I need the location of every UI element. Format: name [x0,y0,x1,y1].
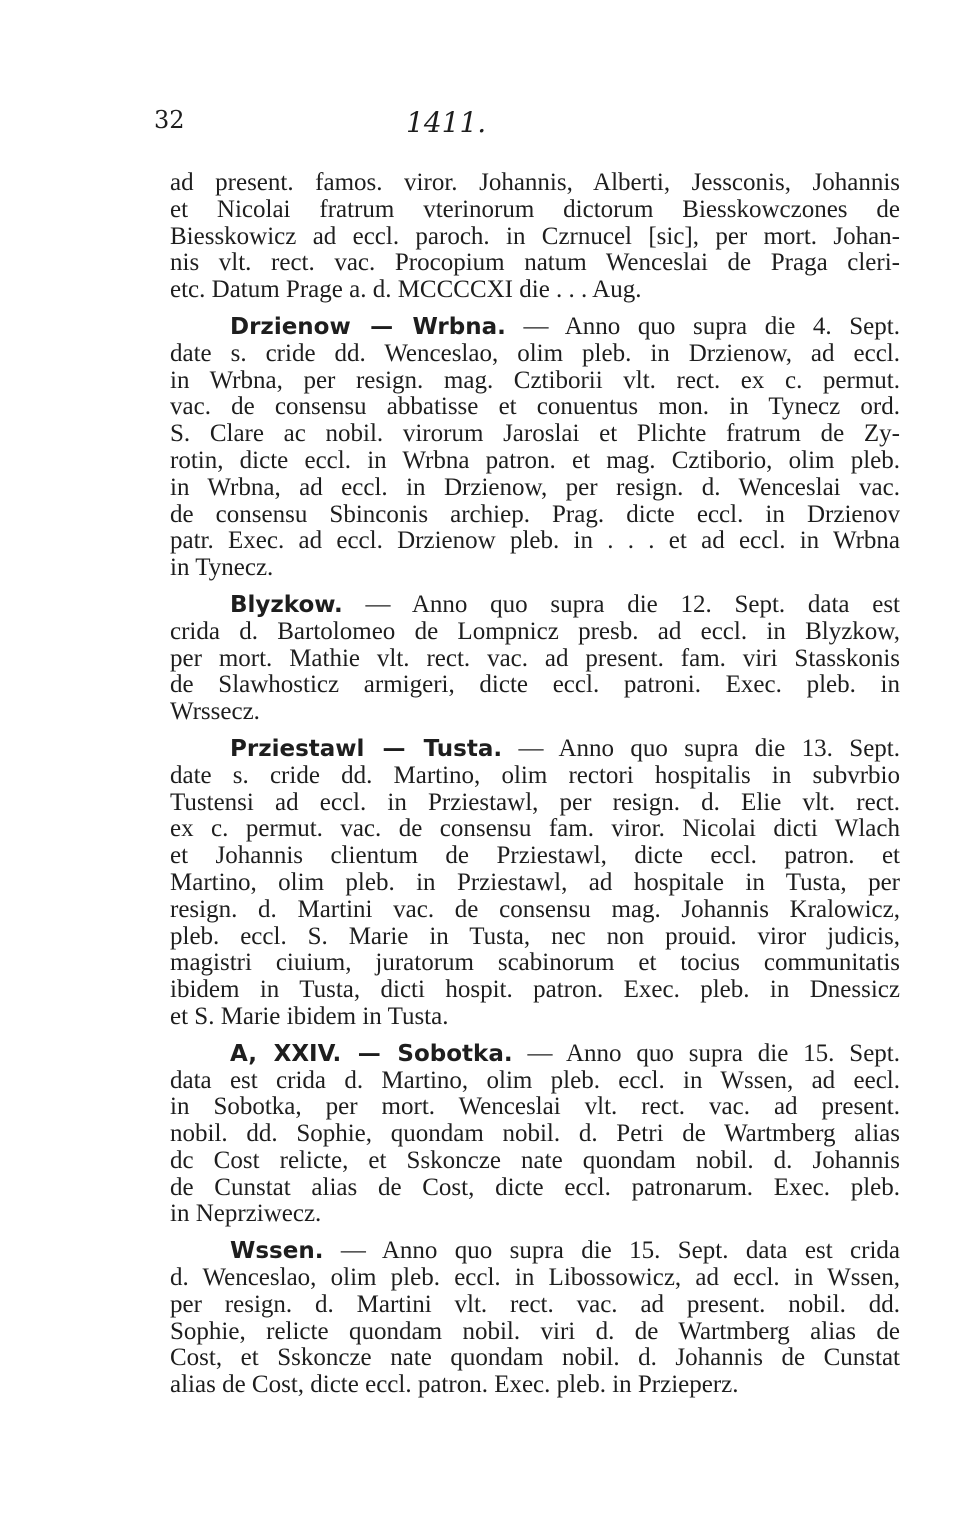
entry-heading-line [170,736,900,763]
text-line: et Nicolai fratrum vterinorum dictorum Biesskowczones de [170,195,900,223]
text-line: in Tynecz. [170,554,274,582]
entry-blyzkow [170,592,900,726]
text-line: S. Clare ac nobil. virorum Jaroslai et Plichte fratrum de Zy- [170,420,900,448]
text-line: ibidem in Tusta, dicti hospit. patron. Exec. pleb. in Dnessicz [170,976,900,1004]
text-line: vac. de consensu abbatisse et conuentus mon. in Tynecz ord. [170,393,900,421]
text-line: Sophie, relicte quondam nobil. viri d. de Wartmberg alias de [170,1317,900,1345]
text-line: d. Wenceslao, olim pleb. eccl. in Libossowicz, ad eccl. in Wssen, [170,1264,900,1292]
entry-first-line-text: — Anno quo supra die 4. Sept. [505,312,900,340]
text-line: et S. Marie ibidem in Tusta. [170,1002,449,1030]
text-line: Biesskowicz ad eccl. paroch. in Czrnucel [sic], per mort. Johan- [170,222,900,250]
entry-heading-line [170,314,900,341]
text-line: magistri ciuium, juratorum scabinorum et tocius communitatis [170,949,900,977]
text-line: Tustensi ad eccl. in Prziestawl, per resign. d. Elie vlt. rect. [170,788,900,816]
text-line: data est crida d. Martino, olim pleb. eccl. in Wssen, ad eecl. [170,1066,900,1094]
text-line: in Wrbna, ad eccl. in Drzienow, per resign. d. Wenceslai vac. [170,473,900,501]
text-line: Wrssecz. [170,698,260,726]
text-line: Martino, olim pleb. in Prziestawl, ad hospitale in Tusta, per [170,868,900,896]
text-line: patr. Exec. ad eccl. Drzienow pleb. in . . . et ad eccl. in Wrbna [170,527,900,555]
entry-drzienow-wrbna [170,314,900,582]
text-line: ad present. famos. viror. Johannis, Alberti, Jessconis, Johannis [170,169,900,196]
text-line: resign. d. Martini vac. de consensu mag. Johannis Kralowicz, [170,895,900,923]
text-line: et Johannis clientum de Prziestawl, dicte eccl. patron. et [170,842,900,870]
text-line: pleb. eccl. S. Marie in Tusta, nec non prouid. viror judicis, [170,922,900,950]
text-block [170,170,900,1399]
text-line: alias de Cost, dicte eccl. patron. Exec. pleb. in Przieperz. [170,1371,739,1399]
text-line: nobil. dd. Sophie, quondam nobil. d. Petri de Wartmberg alias [170,1120,900,1148]
entry-sobotka [170,1041,900,1229]
text-line: date s. cride dd. Martino, olim rectori hospitalis in subvrbio [170,761,900,789]
page-number: 32 [154,106,185,134]
running-year: 1411. [406,106,487,139]
text-line: in Wrbna, per resign. mag. Cztiborii vlt. rect. ex c. permut. [170,366,900,394]
text-line: rotin, dicte eccl. in Wrbna patron. et mag. Cztiborio, olim pleb. [170,446,900,474]
text-line: crida d. Bartolomeo de Lompnicz presb. ad eccl. in Blyzkow, [170,617,900,645]
text-line: in Sobotka, per mort. Wenceslai vlt. rect. vac. ad present. [170,1093,900,1121]
text-line: Cost, et Sskoncze nate quondam nobil. d. Johannis de Cunstat [170,1344,900,1372]
entry-heading-line [170,592,900,619]
text-line: per mort. Mathie vlt. rect. vac. ad present. fam. viri Stasskonis [170,644,900,672]
text-line: dc Cost relicte, et Sskoncze nate quondam nobil. d. Johannis [170,1146,900,1174]
entry-wssen [170,1238,900,1399]
entry-first-line-text: — Anno quo supra die 15. Sept. data est crida [323,1237,900,1265]
entry-first-line-text: — Anno quo supra die 15. Sept. [512,1039,900,1067]
entry-heading-line [170,1238,900,1265]
text-line: etc. Datum Prage a. d. MCCCCXI die . . . Aug. [170,276,642,304]
entry-name: Drzienow — Wrbna. [230,313,506,340]
text-line: in Neprziwecz. [170,1200,322,1228]
entry-first-line-text: — Anno quo supra die 13. Sept. [502,734,900,762]
entry-name: Wssen. [230,1238,324,1265]
text-line: ex c. permut. vac. de consensu fam. viror. Nicolai dicti Wlach [170,815,900,843]
entry-prziestawl-tusta [170,736,900,1031]
text-line: de Slawhosticz armigeri, dicte eccl. patroni. Exec. pleb. in [170,671,900,699]
text-line: de Cunstat alias de Cost, dicte eccl. patronarum. Exec. pleb. [170,1173,900,1201]
text-line: per resign. d. Martini vlt. rect. vac. ad present. nobil. dd. [170,1290,900,1318]
entry-name: Prziestawl — Tusta. [230,735,503,762]
running-header [154,106,894,146]
entry-name: A, XXIV. — Sobotka. [230,1040,513,1067]
text-line: de consensu Sbinconis archiep. Prag. dicte eccl. in Drzienov [170,500,900,528]
entry-name: Blyzkow. [230,591,343,618]
intro-paragraph [170,170,900,304]
text-line: nis vlt. rect. vac. Procopium natum Wenceslai de Praga cleri- [170,249,900,277]
entry-first-line-text: — Anno quo supra die 12. Sept. data est [342,590,900,618]
text-line: date s. cride dd. Wenceslao, olim pleb. in Drzienow, ad eccl. [170,339,900,367]
entry-heading-line [170,1041,900,1068]
